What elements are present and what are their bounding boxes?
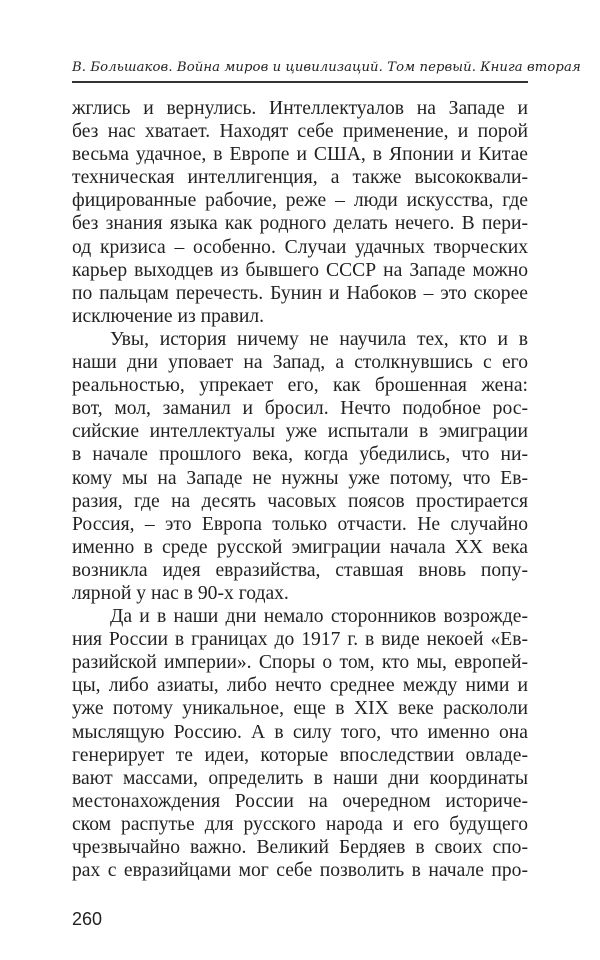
text-line: в начале прошлого века, когда убедились, что ни- <box>72 444 528 466</box>
text-line: вот, мол, заманил и бросил. Нечто подобное рос- <box>72 398 528 420</box>
text-line: чрезвычайно важно. Великий Бердяев в своих спо- <box>72 837 528 858</box>
text-line: лярной у нас в 90-х годах. <box>72 582 289 604</box>
text-line: цы, либо азиаты, либо нечто среднее между ними и <box>72 675 528 697</box>
text-line: фицированные рабочие, реже – люди искусства, где <box>72 190 528 212</box>
text-line: наши дни уповает на Запад, а столкнувшись с его <box>72 352 528 374</box>
text-line: разия, где на десять часовых поясов простирается <box>72 490 528 512</box>
text-line: од кризиса – особенно. Случаи удачных творческих <box>72 236 528 258</box>
text-line: рах с евразийцами мог себе позволить в начале про- <box>72 860 528 882</box>
text-line: именно в среде русской эмиграции начала XX века <box>72 536 528 558</box>
paragraph <box>72 605 528 882</box>
text-line: по пальцам перечесть. Бунин и Набоков – это скорее <box>72 282 528 304</box>
text-line: разийской империи». Споры о том, кто мы, европей- <box>72 652 528 674</box>
text-line: мыслящую Россию. А в силу того, что именно она <box>72 721 528 743</box>
text-line: техническая интеллигенция, а также высококвали- <box>72 167 528 189</box>
text-line: Да и в наши дни немало сторонников возрожде- <box>110 606 528 628</box>
text-line: исключение из правил. <box>72 305 265 327</box>
text-line: возникла идея евразийства, ставшая вновь попу- <box>72 559 528 581</box>
header-divider <box>72 81 528 83</box>
text-line: ском распутье для русского народа и его будущего <box>72 813 528 835</box>
text-line: ния России в границах до 1917 г. в виде некоей «Ев- <box>72 629 528 651</box>
page-number: 260 <box>72 909 103 929</box>
paragraph <box>72 97 528 328</box>
paragraph <box>72 328 528 605</box>
text-line: реальностью, упрекает его, как брошенная жена: <box>72 375 528 397</box>
text-line: вают массами, определить в наши дни координаты <box>72 767 528 789</box>
text-line: без знания языка как родного делать нечего. В пери- <box>72 213 528 235</box>
text-line: уже потому уникальное, еще в XIX веке раскололи <box>72 698 528 720</box>
text-line: без нас хватает. Находят себе применение, и порой <box>72 121 528 143</box>
text-line: сийские интеллектуалы уже испытали в эмиграции <box>72 421 528 443</box>
text-line: Россия, – это Европа только отчасти. Не случайно <box>72 513 528 535</box>
text-line: генерирует те идеи, которые впоследствии овладе- <box>72 744 528 766</box>
running-header: В. Большаков. Война миров и цивилизаций. Том первый. Книга вторая <box>72 60 581 75</box>
text-line: местонахождения России на очередном историче- <box>72 790 528 812</box>
body-text <box>72 97 528 882</box>
text-line: весьма удачное, в Европе и США, в Японии и Китае <box>72 144 528 166</box>
text-line: кому мы на Западе не нужны уже потому, что Ев- <box>72 467 528 489</box>
text-line: карьер выходцев из бывшего СССР на Западе можно <box>72 259 528 281</box>
text-line: Увы, история ничему не научила тех, кто и в <box>110 328 528 350</box>
text-line: жглись и вернулись. Интеллектуалов на Западе и <box>72 98 528 119</box>
